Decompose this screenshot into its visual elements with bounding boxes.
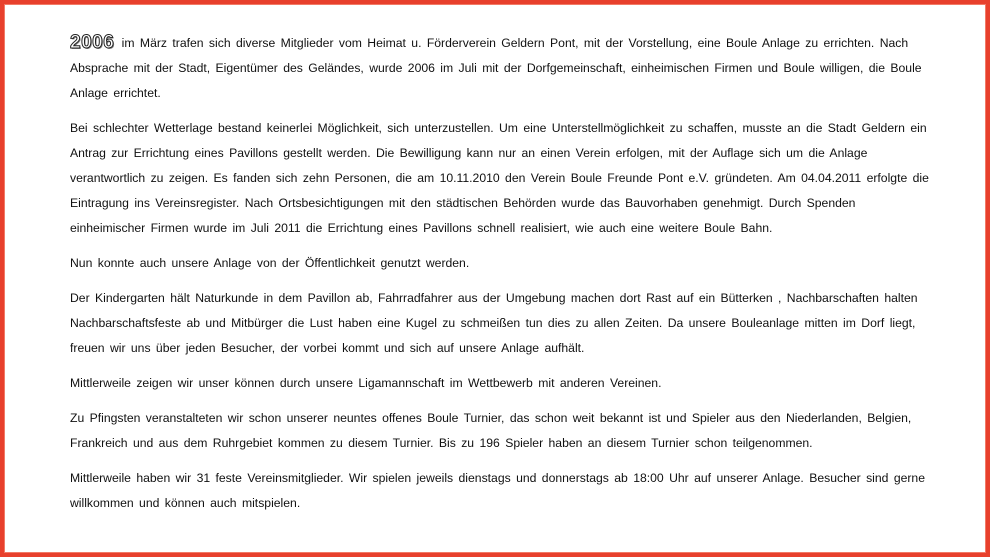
paragraph-tournament: Zu Pfingsten veranstalteten wir schon unserer neuntes offenes Boule Turnier, das schon weit bekannt ist und Spieler aus den Niederlanden, Belgien, Frankreich und aus dem Ruhrgebiet kommen zu diesem Turnier. Bis zu 196 Spieler haben an diesem Turnier schon teilgenommen. bbox=[70, 411, 912, 450]
paragraph-pavilion: Bei schlechter Wetterlage bestand keinerlei Möglichkeit, sich unterzustellen. Um eine Unterstellmöglichkeit zu schaffen, musste an die Stadt Geldern ein Antrag zur Errichtung eines Pavillons gestellt werden. Die Bewilligung kann nur an einen Verein erfolgen, mit der Auflage sich um die Anlage verantwortlich zu zeigen. Es fanden sich zehn Personen, die am 10.11.2010 den Verein Boule Freunde Pont e.V. gründeten. Am 04.04.2011 erfolgte die Eintragung ins Vereinsregister. Nach Ortsbesichtigungen mit den städtischen Behörden wurde das Bauvorhaben genehmigt. Durch Spenden einheimischer Firmen wurde im Juli 2011 die Errichtung eines Pavillons schnell realisiert, wie auch eine weitere Boule Bahn. bbox=[70, 121, 929, 235]
paragraph-intro bbox=[70, 30, 936, 106]
paragraph-league: Mittlerweile zeigen wir unser können durch unsere Ligamannschaft im Wettbewerb mit anderen Vereinen. bbox=[70, 376, 662, 390]
paragraph-members: Mittlerweile haben wir 31 feste Vereinsmitglieder. Wir spielen jeweils dienstags und donnerstags ab 18:00 Uhr auf unserer Anlage. Besucher sind gerne willkommen und können auch mitspielen. bbox=[70, 471, 925, 510]
year-heading: 2006 bbox=[70, 32, 115, 53]
paragraph-text: im März trafen sich diverse Mitglieder vom Heimat u. Förderverein Geldern Pont, mit der Vorstellung, eine Boule Anlage zu errichten. Nach Absprache mit der Stadt, Eigentümer des Geländes, wurde 2006 im Juli mit der Dorfgemeinschaft, einheimischen Firmen und Boule willigen, die Boule Anlage errichtet. bbox=[70, 36, 922, 100]
article-body bbox=[70, 30, 936, 526]
paragraph-public: Nun konnte auch unsere Anlage von der Öffentlichkeit genutzt werden. bbox=[70, 256, 470, 270]
paragraph-usage: Der Kindergarten hält Naturkunde in dem Pavillon ab, Fahrradfahrer aus der Umgebung machen dort Rast auf ein Bütterken , Nachbarschaften halten Nachbarschaftsfeste ab und Mitbürger die Lust haben eine Kugel zu schmeißen tun dies zu allen Zeiten. Da unsere Bouleanlage mitten im Dorf liegt, freuen wir uns über jeden Besucher, der vorbei kommt und sich auf unsere Anlage aufhält. bbox=[70, 291, 918, 355]
